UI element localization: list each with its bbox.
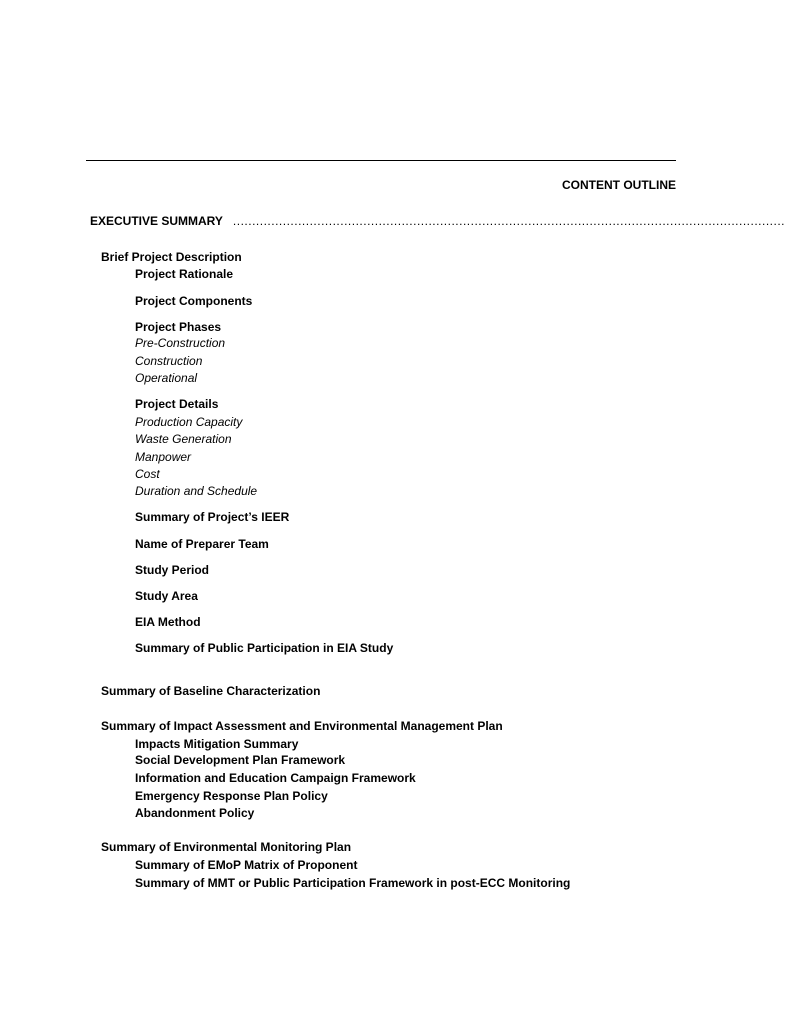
toc-executive-summary-row xyxy=(90,214,785,228)
toc-item-emergency-response: Emergency Response Plan Policy xyxy=(135,789,328,803)
toc-item-preparer-team: Name of Preparer Team xyxy=(135,537,269,551)
toc-item-study-area: Study Area xyxy=(135,589,198,603)
toc-heading-brief-project-description: Brief Project Description xyxy=(101,250,242,264)
toc-item-mmt-framework: Summary of MMT or Public Participation Framework in post-ECC Monitoring xyxy=(135,876,571,890)
toc-item-project-rationale: Project Rationale xyxy=(135,267,234,281)
toc-heading-impact-assessment: Summary of Impact Assessment and Environmental Management Plan xyxy=(101,719,503,733)
toc-subitem-cost: Cost xyxy=(135,467,160,481)
toc-item-emop-matrix: Summary of EMoP Matrix of Proponent xyxy=(135,858,358,872)
toc-subitem-manpower: Manpower xyxy=(135,450,192,464)
toc-item-project-phases: Project Phases xyxy=(135,320,222,334)
header-rule xyxy=(86,160,676,161)
page-title: CONTENT OUTLINE xyxy=(562,178,676,192)
toc-subitem-pre-construction: Pre-Construction xyxy=(135,336,226,350)
toc-subitem-production-capacity: Production Capacity xyxy=(135,415,243,429)
toc-item-project-details: Project Details xyxy=(135,397,219,411)
toc-item-abandonment-policy: Abandonment Policy xyxy=(135,806,255,820)
toc-subitem-construction: Construction xyxy=(135,354,203,368)
toc-item-summary-ieer: Summary of Project’s IEER xyxy=(135,510,290,524)
toc-dot-leader: ................................................................................................................................................ xyxy=(232,214,785,228)
toc-item-public-participation: Summary of Public Participation in EIA Study xyxy=(135,641,394,655)
toc-executive-summary-label: EXECUTIVE SUMMARY xyxy=(90,214,223,228)
toc-item-eia-method: EIA Method xyxy=(135,615,201,629)
toc-item-impacts-mitigation: Impacts Mitigation Summary xyxy=(135,737,299,751)
toc-item-social-development: Social Development Plan Framework xyxy=(135,753,346,767)
toc-item-iec-framework: Information and Education Campaign Framework xyxy=(135,771,416,785)
toc-subitem-operational: Operational xyxy=(135,371,198,385)
toc-subitem-duration-schedule: Duration and Schedule xyxy=(135,484,258,498)
toc-heading-baseline: Summary of Baseline Characterization xyxy=(101,684,321,698)
toc-item-study-period: Study Period xyxy=(135,563,210,577)
toc-subitem-waste-generation: Waste Generation xyxy=(135,432,232,446)
toc-heading-monitoring: Summary of Environmental Monitoring Plan xyxy=(101,840,352,854)
toc-item-project-components: Project Components xyxy=(135,294,253,308)
